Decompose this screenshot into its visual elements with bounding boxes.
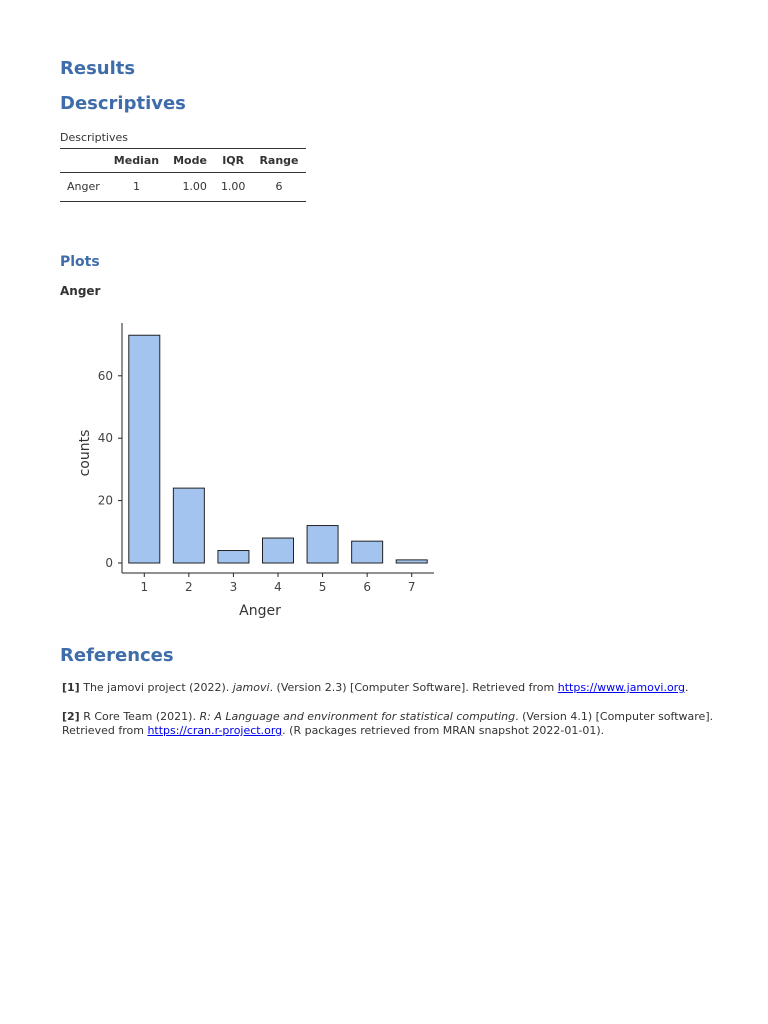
column-header: [60, 149, 107, 173]
x-tick-label: 5: [318, 580, 327, 594]
x-tick-label: 3: [229, 580, 238, 594]
y-tick-label: 20: [97, 493, 113, 508]
x-axis-title: Anger: [239, 603, 281, 619]
range-cell: 6: [252, 173, 305, 202]
y-tick-label: 60: [97, 368, 113, 383]
reference-item-2: [62, 710, 722, 738]
plot-title: Anger: [60, 284, 101, 298]
bar-4: [263, 538, 294, 563]
iqr-cell: 1.00: [214, 173, 253, 202]
reference-text: .: [685, 681, 689, 694]
reference-title: jamovi: [232, 681, 270, 694]
column-header-median: Median: [107, 149, 166, 173]
reference-link[interactable]: https://www.jamovi.org: [557, 681, 685, 694]
y-tick-label: 40: [97, 431, 113, 446]
x-tick-label: 4: [274, 580, 282, 594]
table-row: [60, 173, 306, 202]
bar-1: [129, 335, 160, 563]
x-tick-label: 6: [363, 580, 371, 594]
bar-3: [218, 551, 249, 563]
mode-cell: 1.00: [166, 173, 214, 202]
reference-link[interactable]: https://cran.r-project.org: [147, 724, 283, 737]
bar-7: [396, 560, 427, 563]
descriptives-table: [60, 148, 306, 202]
y-axis-title: counts: [77, 429, 93, 477]
reference-text: R Core Team (2021).: [83, 710, 200, 723]
reference-title: R: A Language and environment for statistical computing: [199, 710, 516, 723]
x-tick-label: 2: [185, 580, 193, 594]
table-header-row: [60, 149, 306, 173]
reference-item-1: [62, 681, 722, 695]
descriptives-heading: Descriptives: [60, 93, 186, 114]
bar-6: [352, 541, 383, 563]
anger-bar-chart: [60, 315, 460, 625]
reference-number: [1]: [62, 681, 80, 694]
x-tick-label: 1: [140, 580, 149, 594]
table-caption: Descriptives: [60, 131, 128, 144]
references-heading: References: [60, 645, 174, 666]
bar-2: [173, 488, 204, 563]
column-header-iqr: IQR: [214, 149, 253, 173]
bar-5: [307, 526, 338, 563]
column-header-range: Range: [252, 149, 305, 173]
median-cell: 1: [107, 173, 166, 202]
reference-text: The jamovi project (2022).: [83, 681, 233, 694]
plots-heading: Plots: [60, 254, 100, 270]
column-header-mode: Mode: [166, 149, 214, 173]
y-tick-label: 0: [105, 556, 113, 570]
row-label: Anger: [60, 173, 107, 202]
results-heading: Results: [60, 58, 136, 79]
reference-text: . (Version 4.1) [Computer software]. Retrieved from: [62, 710, 714, 737]
reference-text: . (Version 2.3) [Computer Software]. Retrieved from: [269, 681, 558, 694]
reference-text: . (R packages retrieved from MRAN snapshot 2022-01-01).: [282, 724, 605, 737]
x-tick-label: 7: [407, 580, 416, 594]
reference-number: [2]: [62, 710, 80, 723]
